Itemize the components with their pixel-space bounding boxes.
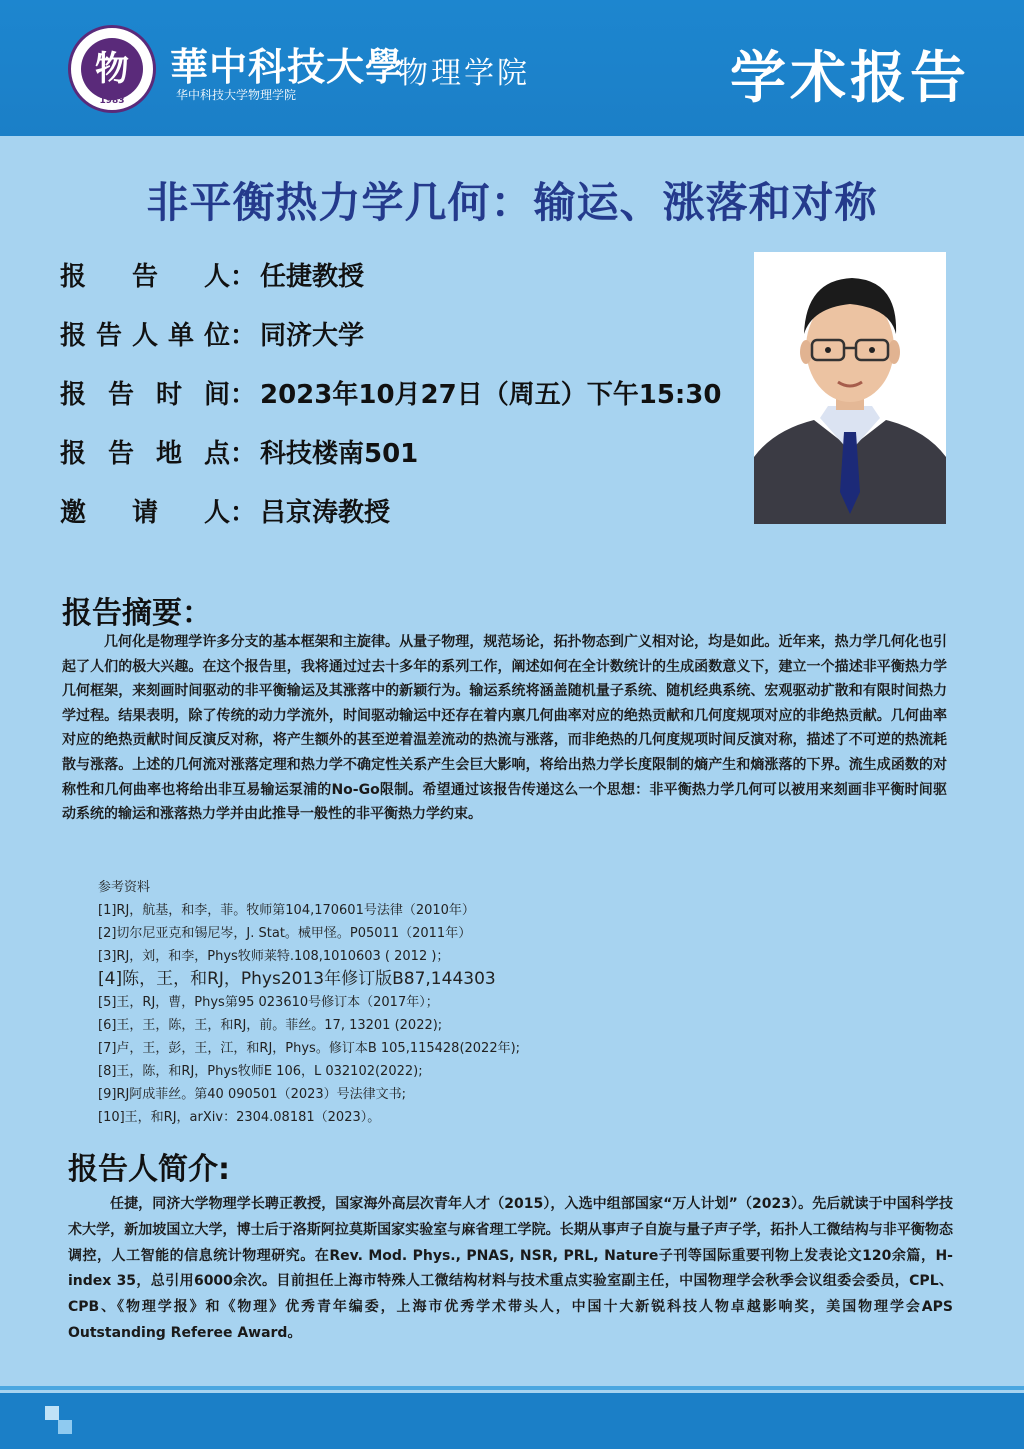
reference-item: [7]卢，王，彭，王，江，和RJ，Phys。修订本B 105,115428(2022年);	[98, 1041, 521, 1056]
info-value: 任捷教授	[260, 262, 365, 292]
info-value: 同济大学	[260, 321, 365, 351]
bio-heading: 报告人简介:	[68, 1152, 230, 1187]
logo-year: 1983	[99, 96, 125, 106]
abstract-heading: 报告摘要：	[62, 596, 212, 631]
info-row-time: 报 告 时 间 ： 2023年10月27日（周五）下午15:30	[60, 363, 740, 422]
info-label: 报 告 地 点	[60, 439, 230, 469]
bio-text: 任捷，同济大学物理学长聘正教授，国家海外高层次青年人才（2015），入选中组部国家“万人计划”（2023）。先后就读于中国科学技术大学，新加坡国立大学，博士后于洛斯阿拉莫斯国家实验室与麻省理工学院。长期从事声子自旋与量子声子学，拓扑人工微结构与非平衡物态调控，人工智能的信息统计物理研究。在Rev. Mod. Phys., PNAS, NSR, PRL, Nature子刊等国际重要刊物上发表论文120余篇，H-index 35，总引用6000余次。目前担任上海市特殊人工微结构材料与技术重点实验室副主任，中国物理学会秋季会议组委会委员，CPL、CPB、《物理学报》和《物理》优秀青年编委，上海市优秀学术带头人，中国十大新锐科技人物卓越影响奖，美国物理学会APS Outstanding Referee Award。	[68, 1196, 953, 1341]
info-row-speaker: 报 告 人 ： 任捷教授	[60, 245, 740, 304]
footer-square-icon	[45, 1406, 59, 1420]
reference-item: [10]王，和RJ，arXiv：2304.08181（2023）。	[98, 1110, 381, 1125]
reference-item: [6]王，王，陈，王，和RJ，前。菲丝。17, 13201 (2022);	[98, 1018, 443, 1033]
reference-item: [4]陈，王，和RJ，Phys2013年修订版B87,144303	[98, 969, 496, 989]
info-row-host: 邀 请 人 ： 吕京涛教授	[60, 481, 740, 540]
abstract-text: 几何化是物理学许多分支的基本框架和主旋律。从量子物理，规范场论，拓扑物态到广义相对论，均是如此。近年来，热力学几何化也引起了人们的极大兴趣。在这个报告里，我将通过过去十多年的系列工作，阐述如何在全计数统计的生成函数意义下，建立一个描述非平衡热力学几何框架，来刻画时间驱动的非平衡输运及其涨落中的新颖行为。输运系统将涵盖随机量子系统、随机经典系统、宏观驱动扩散和有限时间热力学过程。结果表明，除了传统的动力学流外，时间驱动输运中还存在着内禀几何曲率对应的绝热贡献和几何度规项对应的非绝热贡献。几何曲率对应的绝热贡献时间反演反对称，将产生额外的甚至逆着温差流动的热流与涨落，而非绝热的几何度规项时间反演对称，描述了不可逆的热流耗散与涨落。上述的几何流对涨落定理和热力学不确定性关系产生会巨大影响，将给出热力学长度限制的熵产生和熵涨落的下界。流生成函数的对称性和几何曲率也将给出非互易输运泵浦的No-Go限制。希望通过该报告传递这么一个思想：非平衡热力学几何可以被用来刻画非平衡时间驱动系统的输运和涨落热力学并由此推导一般性的非平衡热力学约束。	[62, 634, 947, 823]
footer-line	[0, 1386, 1024, 1390]
reference-item: [5]王，RJ，曹，Phys第95 023610号修订本（2017年）；	[98, 995, 439, 1010]
references-heading: 参考资料	[98, 880, 151, 895]
reference-item: [1]RJ，航基，和李，菲。牧师第104,170601号法律（2010年）	[98, 903, 475, 918]
talk-title: 非平衡热力学几何：输运、涨落和对称	[146, 178, 878, 227]
reference-item: [3]RJ，刘，和李，Phys牧师莱特.108,1010603 ( 2012 )；	[98, 949, 450, 964]
speaker-photo	[754, 252, 946, 524]
info-value: 科技楼南501	[260, 439, 419, 469]
info-value: 吕京涛教授	[260, 498, 391, 528]
info-label: 报 告 人 单 位	[60, 321, 230, 351]
banner-title: 学术报告	[730, 45, 970, 111]
reference-item: [2]切尔尼亚克和锡尼岑，J. Stat。械甲怪。P05011（2011年）	[98, 926, 472, 941]
university-subtitle: 华中科技大学物理学院	[176, 88, 297, 102]
university-logo	[68, 25, 156, 113]
references-list	[98, 876, 738, 1129]
header-banner	[0, 0, 1024, 136]
info-value: 2023年10月27日（周五）下午15:30	[260, 380, 722, 410]
info-row-affiliation: 报 告 人 单 位 ： 同济大学	[60, 304, 740, 363]
school-name: 物理学院	[398, 56, 530, 91]
logo-emblem: 物	[81, 38, 143, 100]
info-label: 报 告 时 间	[60, 380, 230, 410]
footer-square-icon	[58, 1420, 72, 1434]
reference-item: [9]RJ阿成菲丝。第40 090501（2023）号法律文书;	[98, 1087, 407, 1102]
info-label: 邀 请 人	[60, 498, 230, 528]
talk-info	[60, 245, 740, 540]
info-row-location: 报 告 地 点 ： 科技楼南501	[60, 422, 740, 481]
info-label: 报 告 人	[60, 262, 230, 292]
university-name: 華中科技大學	[170, 44, 405, 89]
reference-item: [8]王，陈，和RJ，Phys牧师E 106，L 032102(2022);	[98, 1064, 423, 1079]
footer-bar	[0, 1393, 1024, 1449]
